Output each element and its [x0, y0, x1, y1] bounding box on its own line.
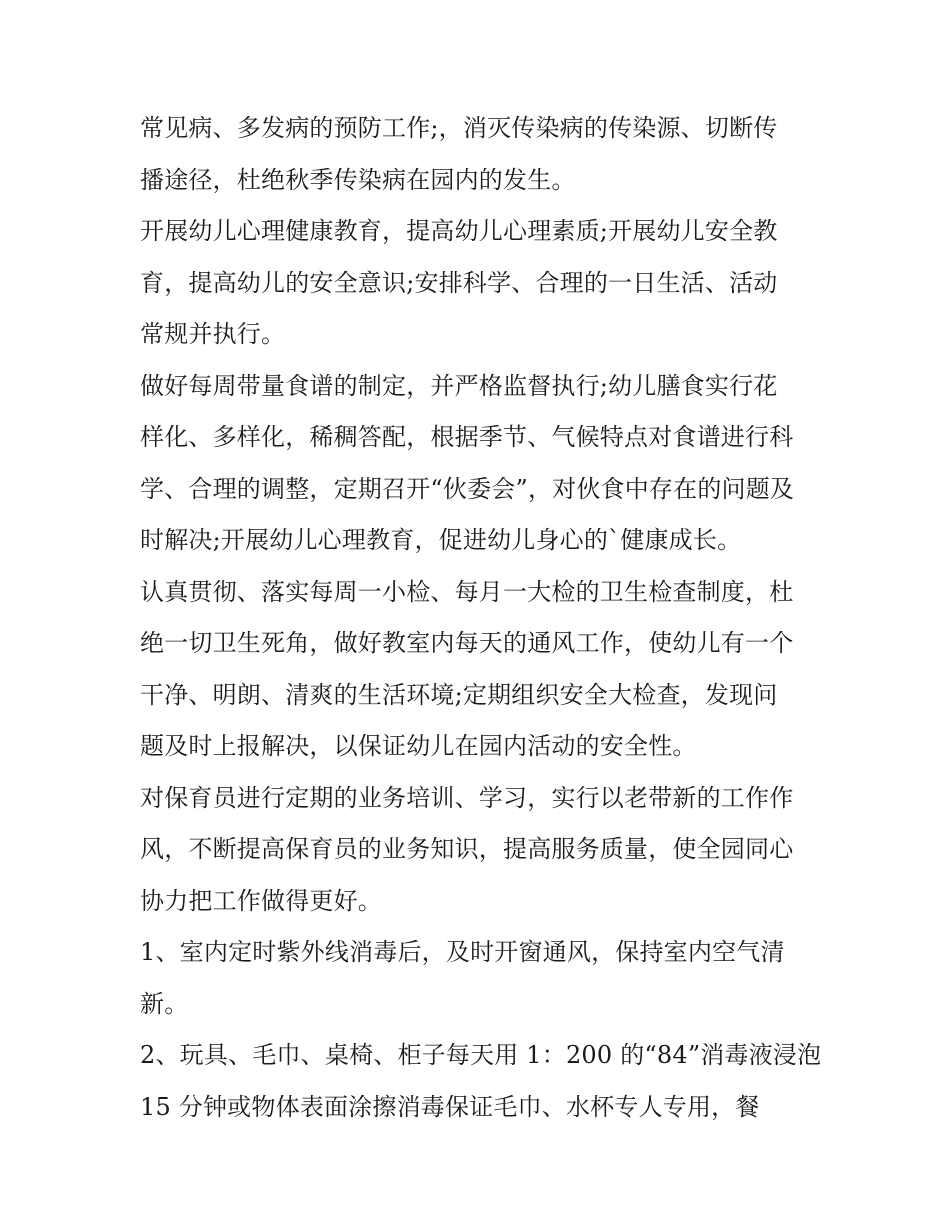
text-line: 对保育员进行定期的业务培训、学习，实行以老带新的工作作	[140, 783, 794, 812]
text-line: 时解决;开展幼儿心理教育，促进幼儿身心的`健康成长。	[140, 526, 742, 554]
paragraph	[140, 206, 820, 361]
paragraph	[140, 1030, 820, 1133]
paragraph	[140, 361, 820, 567]
text-line: 新。	[140, 989, 189, 1018]
text-line: 开展幼儿心理健康教育，提高幼儿心理素质;开展幼儿安全教	[140, 217, 778, 245]
text-line: 育，提高幼儿的安全意识;安排科学、合理的一日生活、活动	[140, 268, 778, 297]
paragraph	[140, 567, 820, 773]
text-line: 常见病、多发病的预防工作;，消灭传染病的传染源、切断传	[140, 114, 778, 142]
text-line: 风，不断提高保育员的业务知识，提高服务质量，使全园同心	[140, 835, 794, 863]
document-body	[140, 103, 820, 1133]
text-line: 2、玩具、毛巾、桌椅、柜子每天用 1：200 的“84”消毒液浸泡	[140, 1041, 822, 1069]
text-line: 播途径，杜绝秋季传染病在园内的发生。	[140, 165, 576, 194]
paragraph	[140, 927, 820, 1030]
text-line: 绝一切卫生死角，做好教室内每天的通风工作，使幼儿有一个	[140, 629, 794, 657]
text-line: 学、合理的调整，定期召开“伙委会”，对伙食中存在的问题及	[140, 474, 795, 503]
text-line: 协力把工作做得更好。	[140, 886, 382, 915]
text-line: 做好每周带量食谱的制定，并严格监督执行;幼儿膳食实行花	[140, 371, 778, 400]
text-line: 题及时上报解决，以保证幼儿在园内活动的安全性。	[140, 732, 697, 760]
paragraph	[140, 103, 820, 206]
paragraph	[140, 773, 820, 928]
text-line: 15 分钟或物体表面涂擦消毒保证毛巾、水杯专人专用，餐	[140, 1092, 760, 1121]
text-line: 认真贯彻、落实每周一小检、每月一大检的卫生检查制度，杜	[140, 577, 794, 606]
text-line: 样化、多样化，稀稠答配，根据季节、气候特点对食谱进行科	[140, 423, 794, 451]
text-line: 干净、明朗、清爽的生活环境;定期组织安全大检查，发现问	[140, 680, 778, 709]
text-line: 1、室内定时紫外线消毒后，及时开窗通风，保持室内空气清	[140, 938, 785, 966]
text-line: 常规并执行。	[140, 320, 286, 348]
